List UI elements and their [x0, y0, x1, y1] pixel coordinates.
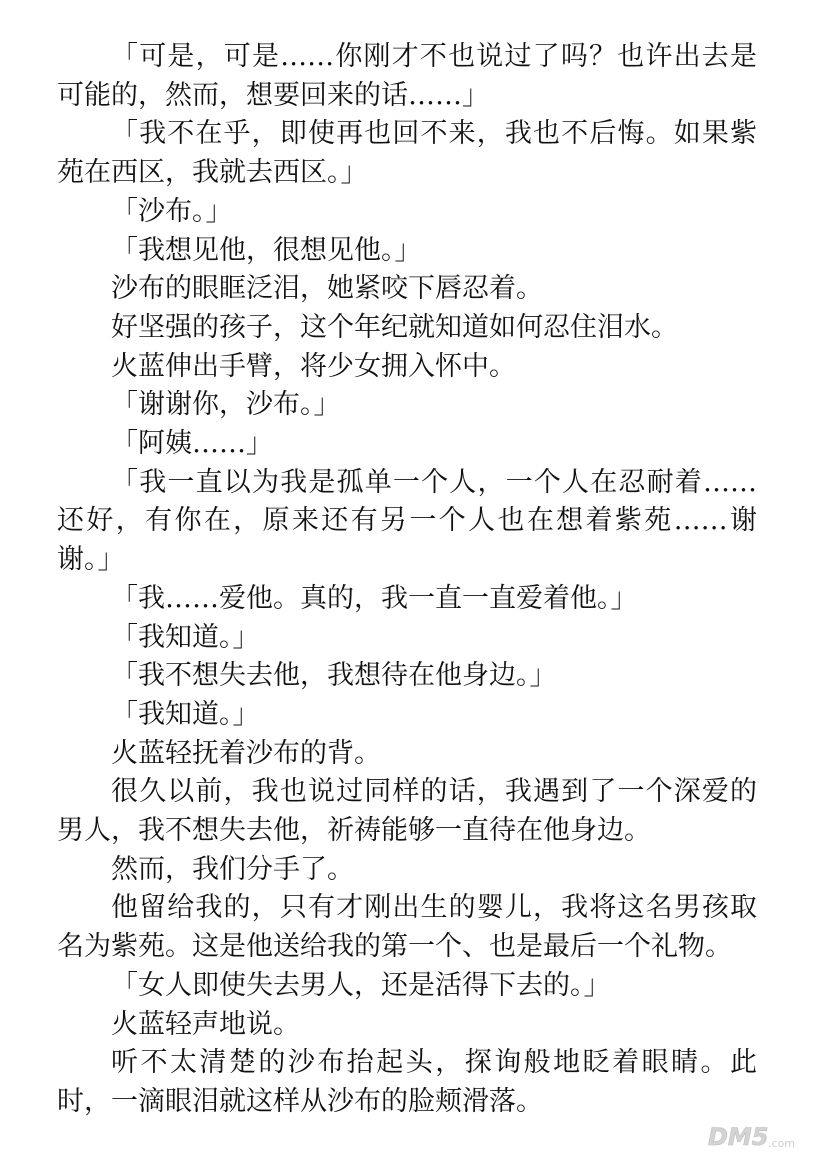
paragraph: 很久以前，我也说过同样的话，我遇到了一个深爱的男人，我不想失去他，祈祷能够一直待在他身边。: [57, 776, 757, 847]
paragraph: 「我不在乎，即使再也回不来，我也不后悔。如果紫苑在西区，我就去西区。」: [57, 118, 757, 189]
paragraph: 「谢谢你，沙布。」: [111, 389, 341, 421]
paragraph: 「我想见他，很想见他。」: [111, 234, 422, 266]
paragraph: 「女人即使失去男人，还是活得下去的。」: [111, 969, 611, 1001]
paragraph: 「我知道。」: [111, 698, 260, 730]
paragraph: 沙布的眼眶泛泪，她紧咬下唇忍着。: [111, 273, 543, 305]
paragraph: 好坚强的孩子，这个年纪就知道如何忍住泪水。: [111, 311, 678, 343]
paragraph: 「可是，可是……你刚才不也说过了吗？也许出去是可能的，然而，想要回来的话……」: [57, 41, 757, 111]
paragraph: 他留给我的，只有才刚出生的婴儿，我将这名男孩取名为紫苑。这是他送给我的第一个、也是最后一个礼物。: [57, 892, 757, 963]
paragraph: 「我不想失去他，我想待在他身边。」: [111, 660, 557, 692]
paragraph: 「我知道。」: [111, 621, 260, 653]
paragraph: 火蓝伸出手臂，将少女拥入怀中。: [111, 350, 516, 382]
svg-text:.com: .com: [768, 1137, 795, 1150]
paragraph: 火蓝轻抚着沙布的背。: [111, 737, 381, 769]
paragraph: 然而，我们分手了。: [111, 853, 354, 885]
paragraph: 火蓝轻声地说。: [111, 1008, 300, 1040]
dm5-watermark-logo: [706, 1115, 810, 1155]
body-text: [57, 38, 757, 1122]
paragraph: 听不太清楚的沙布抬起头，探询般地眨着眼睛。此时，一滴眼泪就这样从沙布的脸颊滑落。: [57, 1047, 757, 1117]
paragraph: 「我……爱他。真的，我一直一直爱着他。」: [111, 582, 638, 614]
paragraph: 「我一直以为我是孤单一个人，一个人在忍耐着……还好，有你在，原来还有另一个人也在想着紫苑……谢谢。」: [57, 466, 757, 576]
svg-text:DM5: DM5: [708, 1123, 769, 1151]
paragraph: 「沙布。」: [111, 195, 233, 227]
paragraph: 「阿姨……」: [111, 428, 273, 460]
